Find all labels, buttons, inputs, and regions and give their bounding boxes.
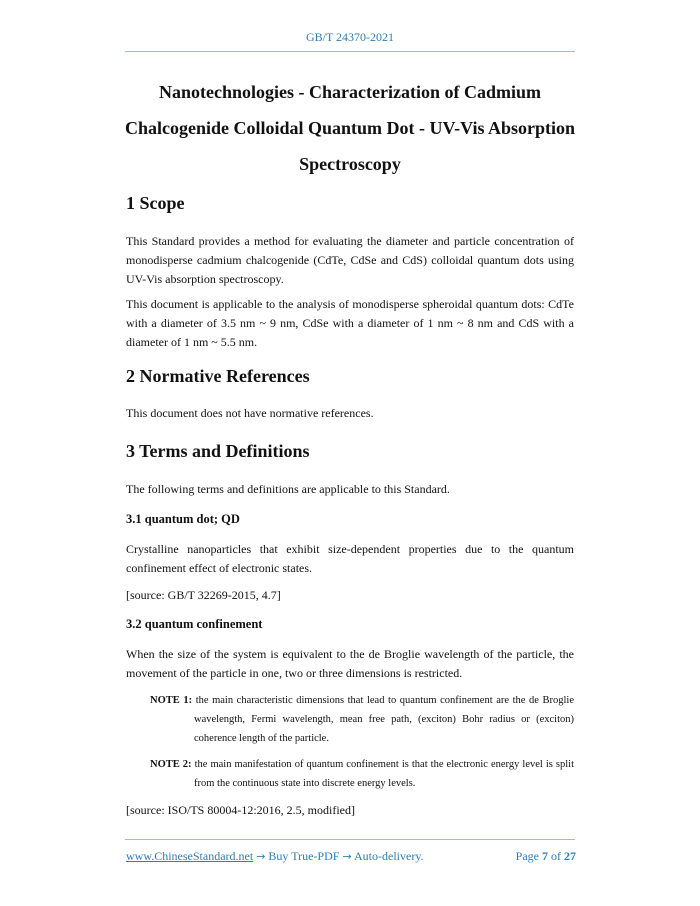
page-label: Page bbox=[515, 849, 539, 863]
page-total: 27 bbox=[564, 849, 576, 863]
title-line-3: Spectroscopy bbox=[299, 154, 401, 174]
document-title bbox=[110, 74, 590, 182]
term-3-1-definition: Crystalline nanoparticles that exhibit size-dependent properties due to the quantum confinement effect of electronic states. bbox=[126, 542, 574, 575]
site-link[interactable]: www.ChineseStandard.net bbox=[126, 849, 254, 863]
arrow-right-icon: → bbox=[342, 850, 352, 863]
of-label: of bbox=[551, 849, 561, 863]
title-line-1: Nanotechnologies - Characterization of Cadmium bbox=[159, 82, 541, 102]
note-2-label: NOTE 2: bbox=[150, 759, 192, 770]
term-3-2-source: [source: ISO/TS 80004-12:2016, 2.5, modified] bbox=[126, 803, 355, 817]
page-number: 7 bbox=[542, 849, 548, 863]
arrow-right-icon: → bbox=[256, 850, 266, 863]
header-divider bbox=[125, 51, 575, 52]
term-3-1-heading: 3.1 quantum dot; QD bbox=[126, 512, 240, 526]
page-number-indicator bbox=[516, 849, 576, 864]
term-3-2-definition: When the size of the system is equivalent to the de Broglie wavelength of the particle, the movement of the particle in one, two or three dimensions is restricted. bbox=[126, 647, 574, 680]
section-terms-heading: 3 Terms and Definitions bbox=[126, 441, 310, 461]
normative-paragraph: This document does not have normative references. bbox=[126, 406, 374, 420]
scope-paragraph-1: This Standard provides a method for evaluating the diameter and particle concentration of monodisperse cadmium chalcogenide (CdTe, CdSe and CdS) colloidal quantum dots using UV-Vis absorption spectroscopy. bbox=[126, 234, 574, 286]
note-1-label: NOTE 1: bbox=[150, 695, 193, 706]
terms-intro-paragraph: The following terms and definitions are applicable to this Standard. bbox=[126, 482, 450, 496]
page-footer bbox=[126, 849, 576, 864]
auto-delivery-text: Auto-delivery. bbox=[354, 849, 424, 863]
footer-divider bbox=[125, 839, 575, 840]
section-scope-heading: 1 Scope bbox=[126, 193, 185, 213]
note-1 bbox=[150, 691, 574, 748]
scope-paragraph-2: This document is applicable to the analysis of monodisperse spheroidal quantum dots: CdTe with a diameter of 3.5 nm ~ 9 nm, CdSe with a diameter of 1 nm ~ 8 nm and CdS with a diameter of 1 nm ~ 5.5 nm. bbox=[126, 297, 574, 349]
buy-true-pdf-link[interactable]: Buy True-PDF bbox=[268, 849, 340, 863]
term-3-1-source: [source: GB/T 32269-2015, 4.7] bbox=[126, 588, 281, 602]
document-code-header: GB/T 24370-2021 bbox=[305, 30, 395, 44]
note-1-text: the main characteristic dimensions that lead to quantum confinement are the de Broglie wavelength, Fermi wavelength, mean free path, (exciton) Bohr radius or (exciton) coherence length of the particle. bbox=[194, 695, 574, 744]
title-line-2: Chalcogenide Colloidal Quantum Dot - UV-Vis Absorption bbox=[124, 118, 576, 138]
term-3-2-heading: 3.2 quantum confinement bbox=[126, 617, 263, 631]
note-2 bbox=[150, 755, 574, 793]
note-2-text: the main manifestation of quantum confinement is that the electronic energy level is split from the continuous state into discrete energy levels. bbox=[194, 759, 574, 789]
section-normative-heading: 2 Normative References bbox=[126, 366, 310, 386]
